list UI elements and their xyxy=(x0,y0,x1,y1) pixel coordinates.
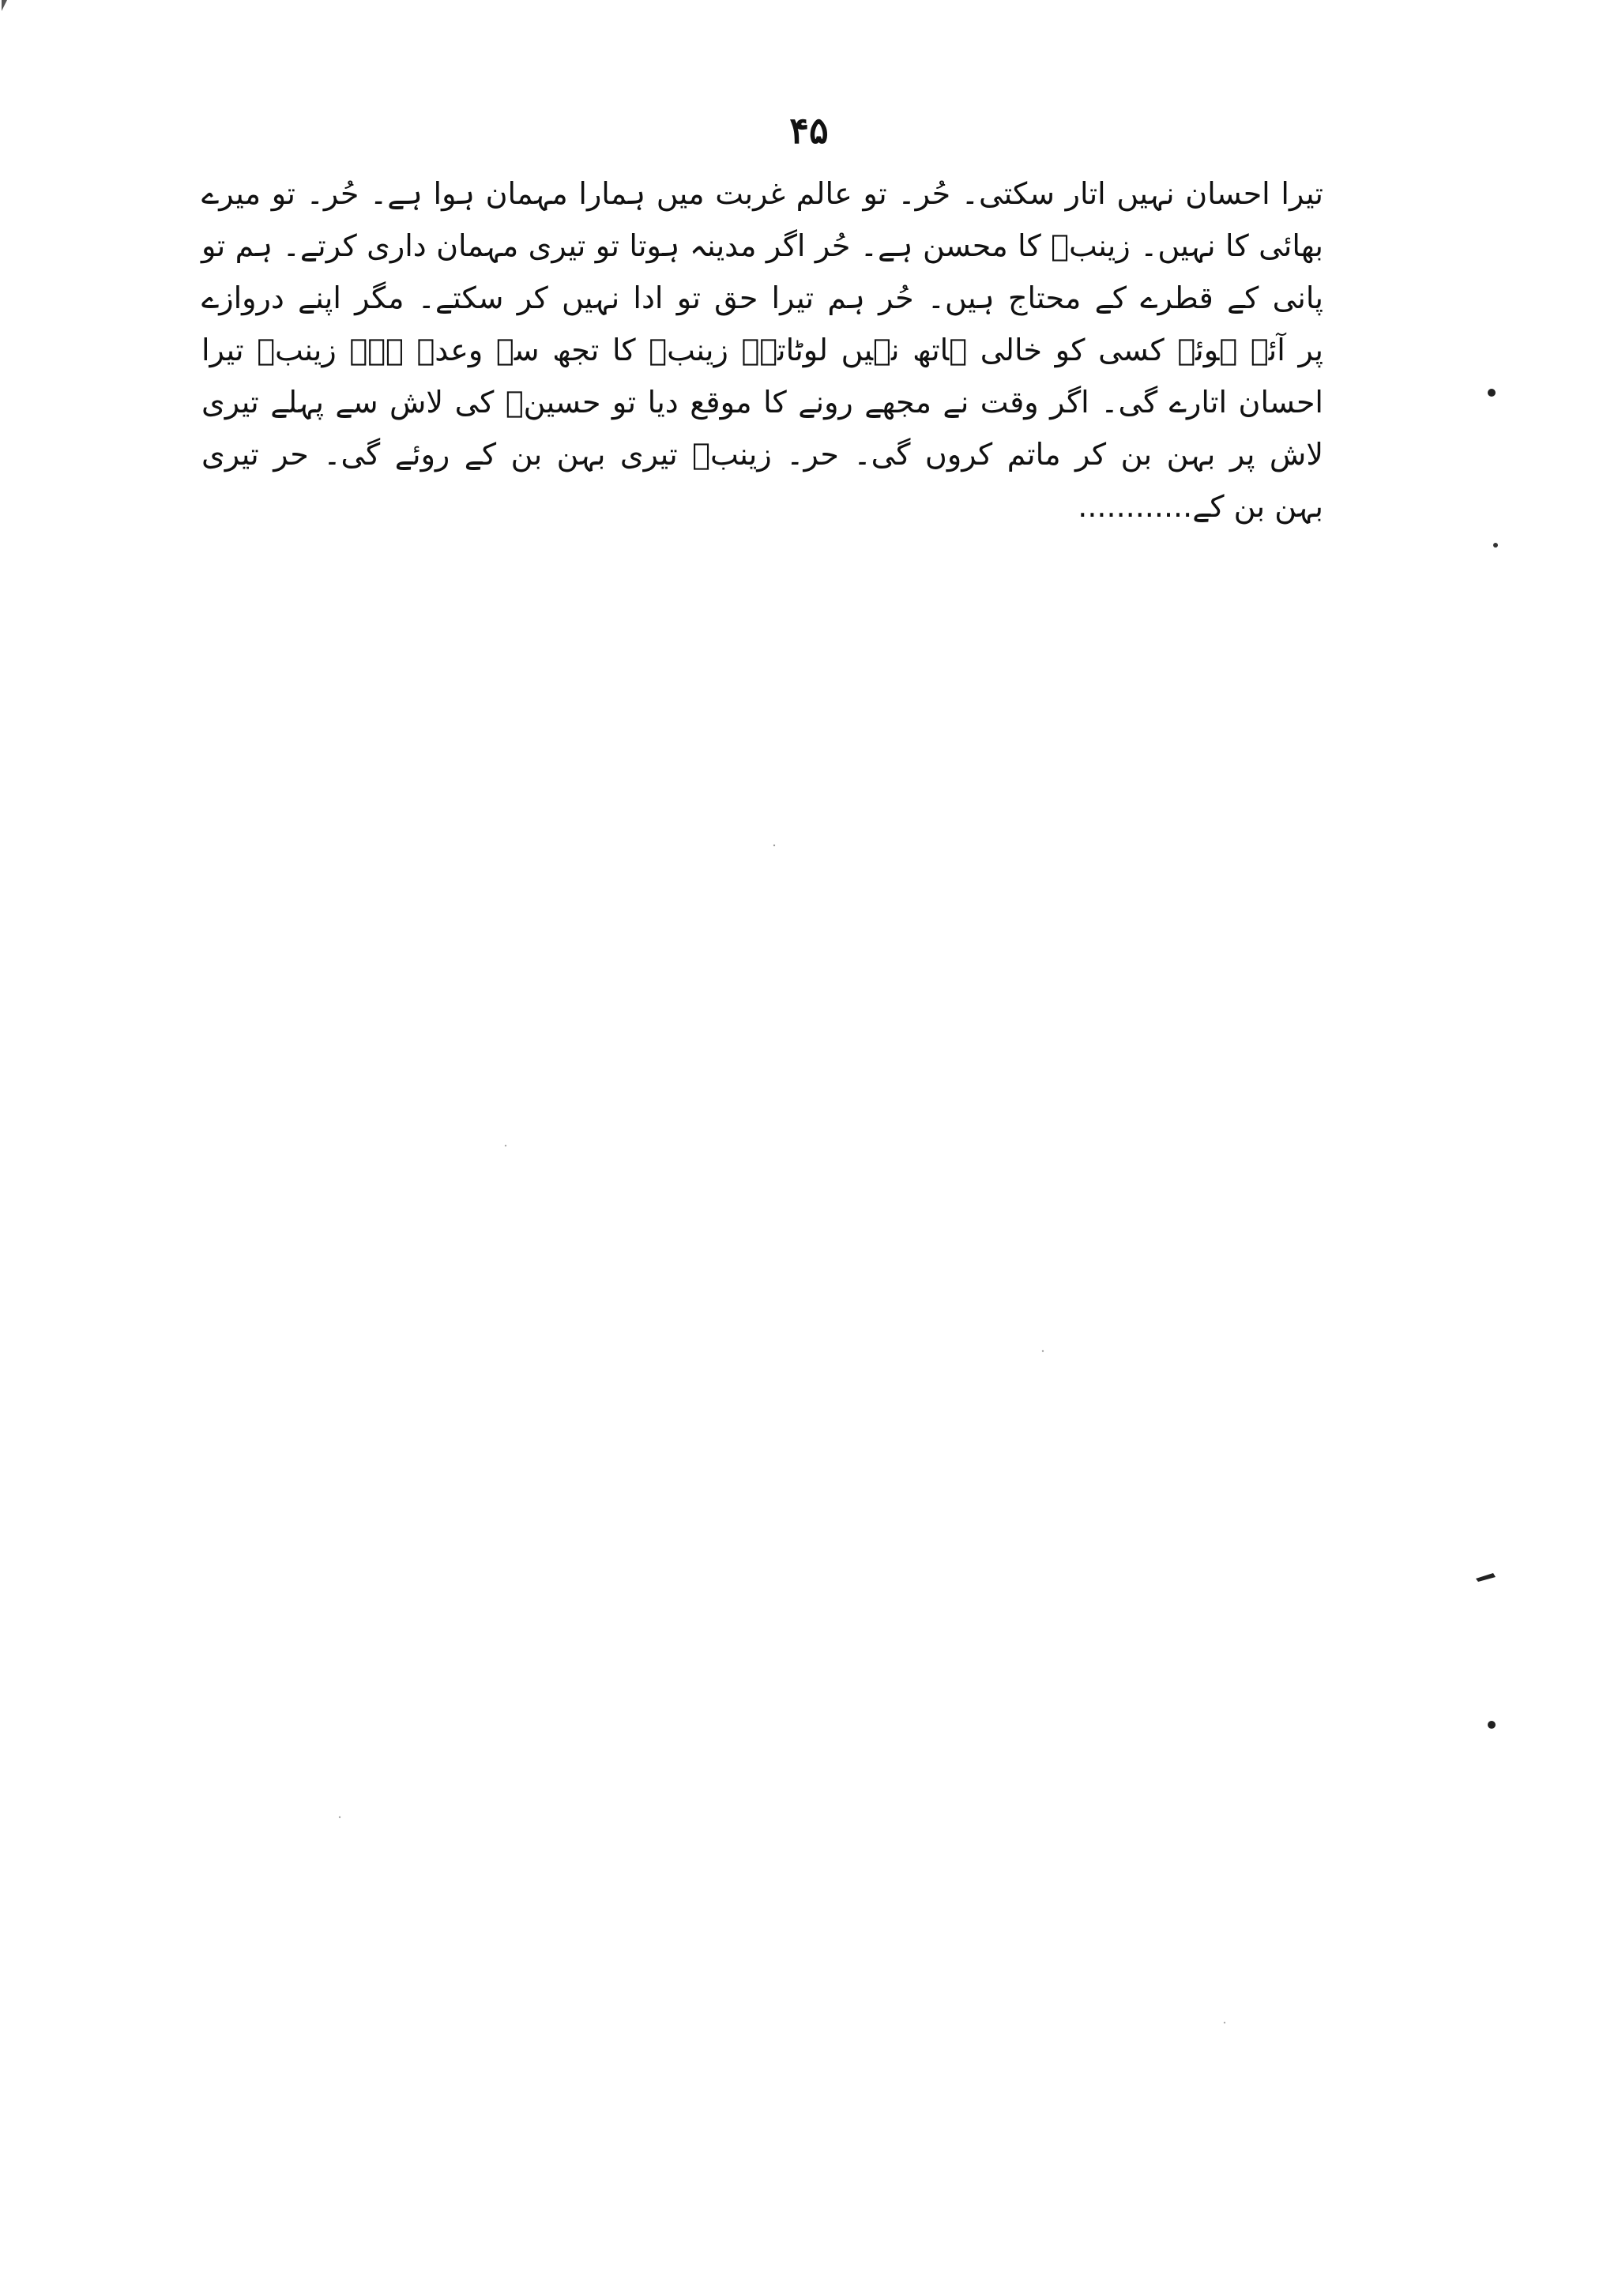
text-line: احسان اتارے گی۔ اگر وقت نے مجھے رونے کا موقع دیا تو حسینؑ کی لاش سے پہلے تیری xyxy=(201,385,1323,420)
text-line: تیرا احسان نہیں اتار سکتی۔ حُر۔ تو عالم غربت میں ہمارا مہمان ہوا ہے۔ حُر۔ تو میرے xyxy=(201,176,1323,211)
page-number: ۴۵ xyxy=(789,109,829,152)
text-line: بہن بن کے............ xyxy=(1078,489,1323,524)
text-line: پانی کے قطرے کے محتاج ہیں۔ حُر ہم تیرا حق تو ادا نہیں کر سکتے۔ مگر اپنے دروازے xyxy=(201,280,1323,315)
body-text xyxy=(201,167,1323,533)
text-line: پر آئے ہوئے کسی کو خالی ہاتھ نہیں لوٹاتے۔ زینبؑ کا تجھ سے وعدہ ہے۔ زینبؑ تیرا xyxy=(201,333,1323,367)
text-line: بھائی کا نہیں۔ زینبؑ کا محسن ہے۔ حُر اگر مدینہ ہوتا تو تیری مہمان داری کرتے۔ ہم تو xyxy=(201,228,1323,263)
text-line: لاش پر بہن بن کر ماتم کروں گی۔ حر۔ زینبؑ تیری بہن بن کے روئے گی۔ حر تیری xyxy=(201,437,1323,472)
